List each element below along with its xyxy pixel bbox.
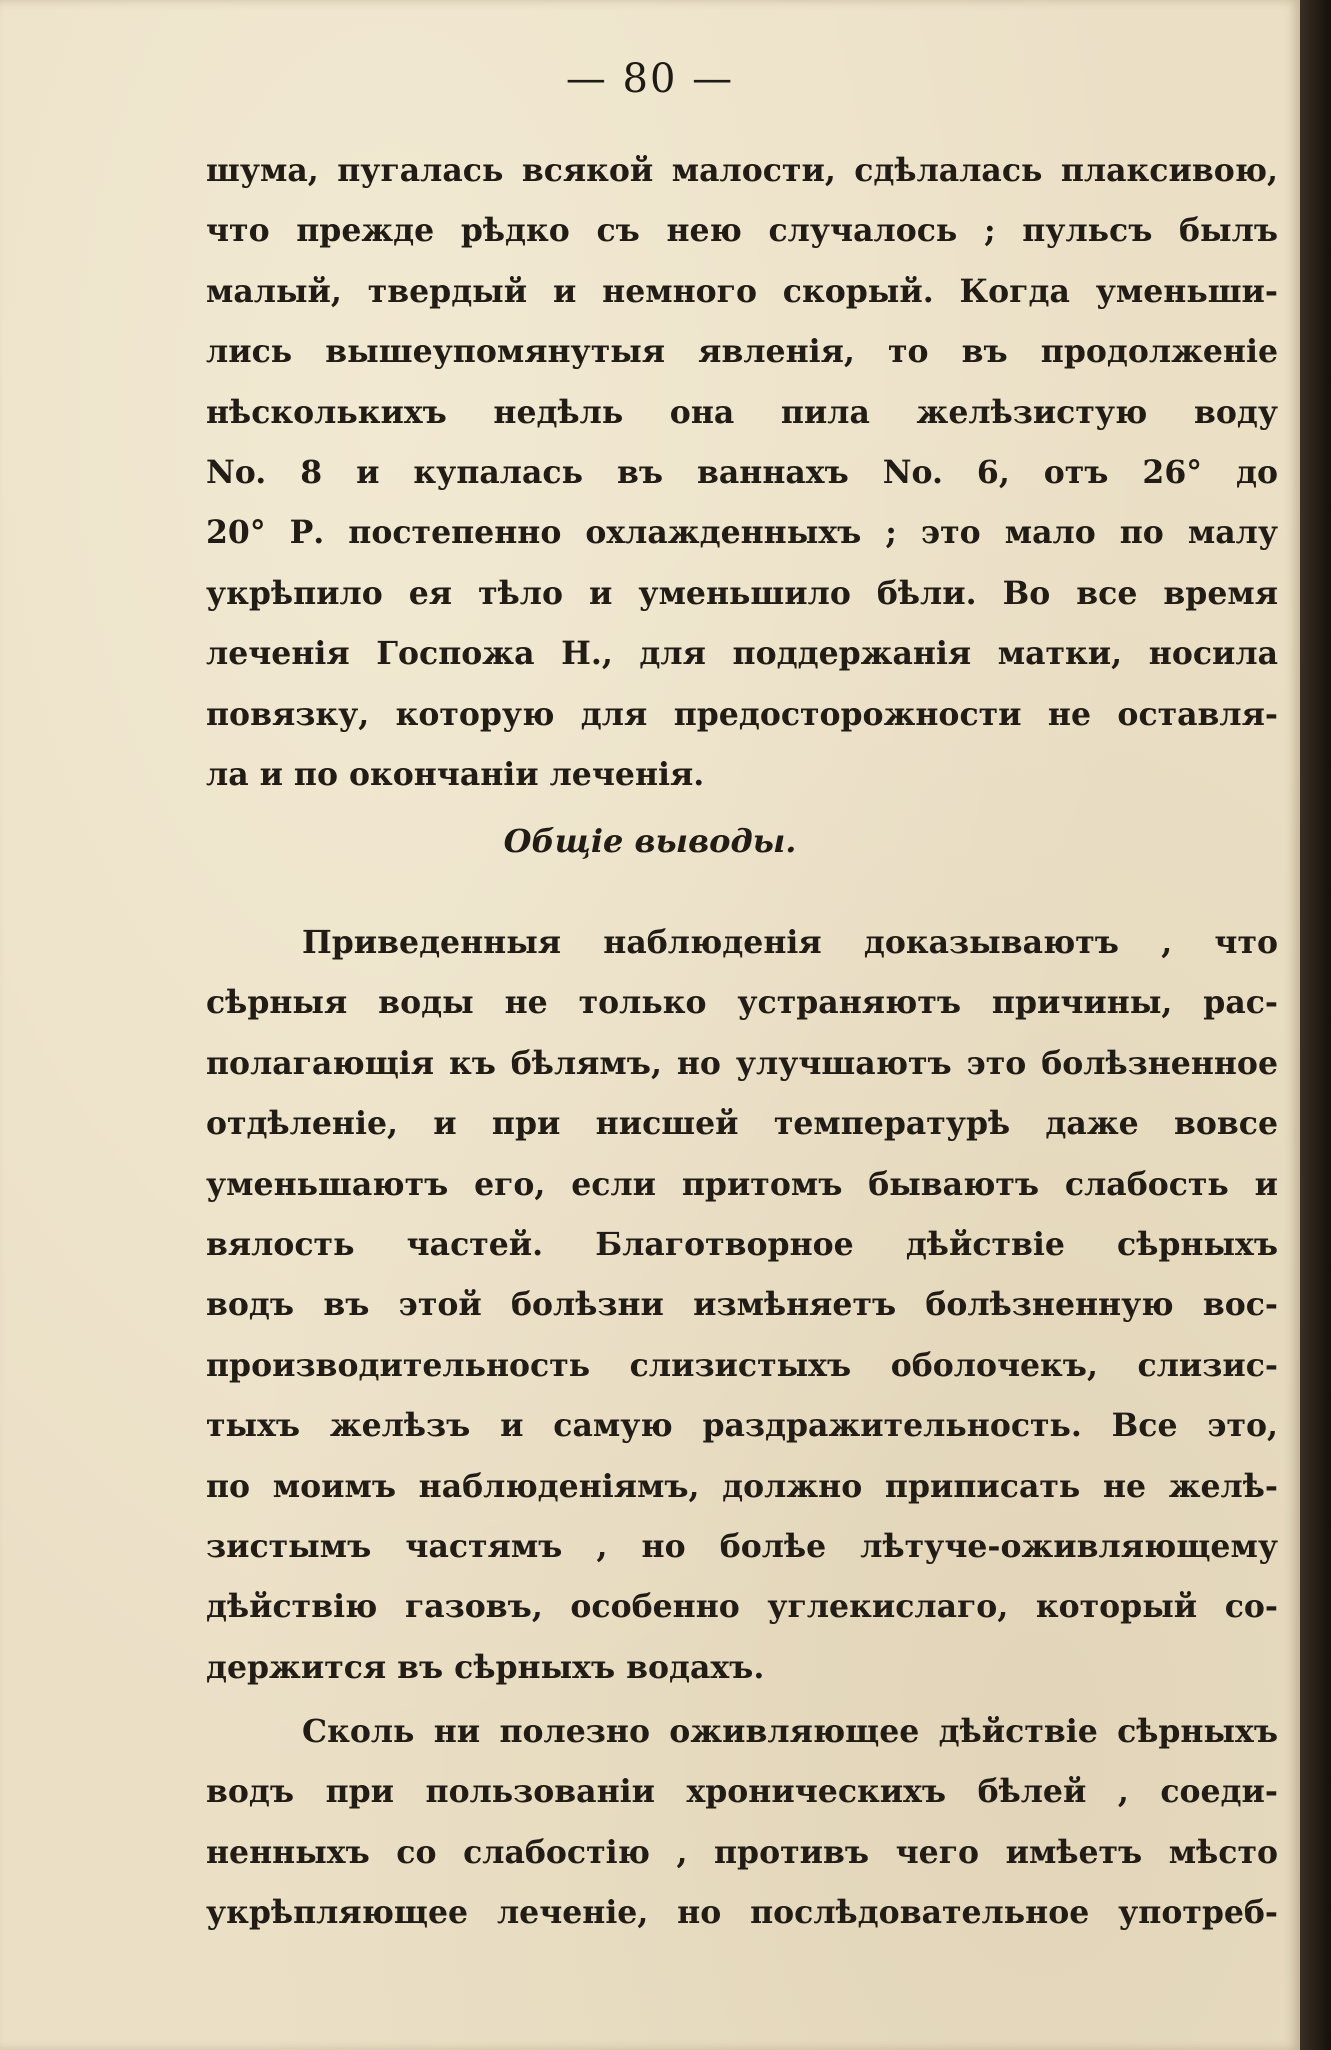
paragraph-2 <box>206 913 1278 1698</box>
text-line: сѣрныя воды не только устраняютъ причины, рас- <box>206 984 1278 1022</box>
text-line: 20° Р. постепенно охлажденныхъ ; это мало по малу <box>206 514 1278 552</box>
text-line: водъ въ этой болѣзни измѣняетъ болѣзненную вос- <box>206 1286 1278 1324</box>
page-number: — 80 — <box>565 56 735 102</box>
book-binding-edge <box>1300 0 1331 2050</box>
text-line: дѣйствію газовъ, особенно углекислаго, который со- <box>206 1588 1278 1626</box>
text-line: ла и по окончаніи леченія. <box>206 756 705 794</box>
paragraph-3 <box>206 1702 1278 1944</box>
text-line: что прежде рѣдко съ нею случалось ; пульсъ былъ <box>206 212 1278 250</box>
text-line: уменьшаютъ его, если притомъ бываютъ слабость и <box>206 1165 1278 1203</box>
paragraph-1 <box>206 141 1278 805</box>
text-line: производительность слизистыхъ оболочекъ, слизис- <box>206 1346 1278 1384</box>
text-line: No. 8 и купалась въ ваннахъ No. 6, отъ 26° до <box>206 454 1278 492</box>
text-line: Сколь ни полезно оживляющее дѣйствіе сѣрныхъ <box>302 1713 1278 1750</box>
text-line: малый, твердый и немного скорый. Когда уменьши- <box>206 272 1278 310</box>
text-line: укрѣпляющее леченіе, но послѣдовательное употреб- <box>206 1894 1278 1932</box>
text-line: леченія Госпожа Н., для поддержанія матки, носила <box>206 635 1278 673</box>
text-line: полагающія къ бѣлямъ, но улучшаютъ это болѣзненное <box>206 1044 1278 1082</box>
text-line: укрѣпило ея тѣло и уменьшило бѣли. Во все время <box>206 574 1278 612</box>
text-line: тыхъ желѣзъ и самую раздражительность. Все это, <box>206 1407 1278 1445</box>
text-line: водъ при пользованіи хроническихъ бѣлей , соеди- <box>206 1773 1278 1811</box>
text-line: вялость частей. Благотворное дѣйствіе сѣрныхъ <box>206 1226 1278 1264</box>
section-heading: Общіе выводы. <box>503 822 797 860</box>
text-line: лись вышеупомянутыя явленія, то въ продолженіе <box>206 333 1278 371</box>
text-line: шума, пугалась всякой малости, сдѣлалась плаксивою, <box>206 152 1278 189</box>
text-line: по моимъ наблюденіямъ, должно приписать не желѣ- <box>206 1467 1278 1505</box>
text-line: отдѣленіе, и при нисшей температурѣ даже вовсе <box>206 1105 1278 1143</box>
text-line: нѣсколькихъ недѣль она пила желѣзистую воду <box>206 393 1278 431</box>
text-line: повязку, которую для предосторожности не оставля- <box>206 695 1278 733</box>
text-line: зистымъ частямъ , но болѣе лѣтуче-оживляющему <box>206 1528 1278 1566</box>
text-line: ненныхъ со слабостію , противъ чего имѣетъ мѣсто <box>206 1833 1278 1871</box>
text-line: Приведенныя наблюденія доказываютъ , что <box>302 924 1278 961</box>
text-line: держится въ сѣрныхъ водахъ. <box>206 1648 765 1686</box>
